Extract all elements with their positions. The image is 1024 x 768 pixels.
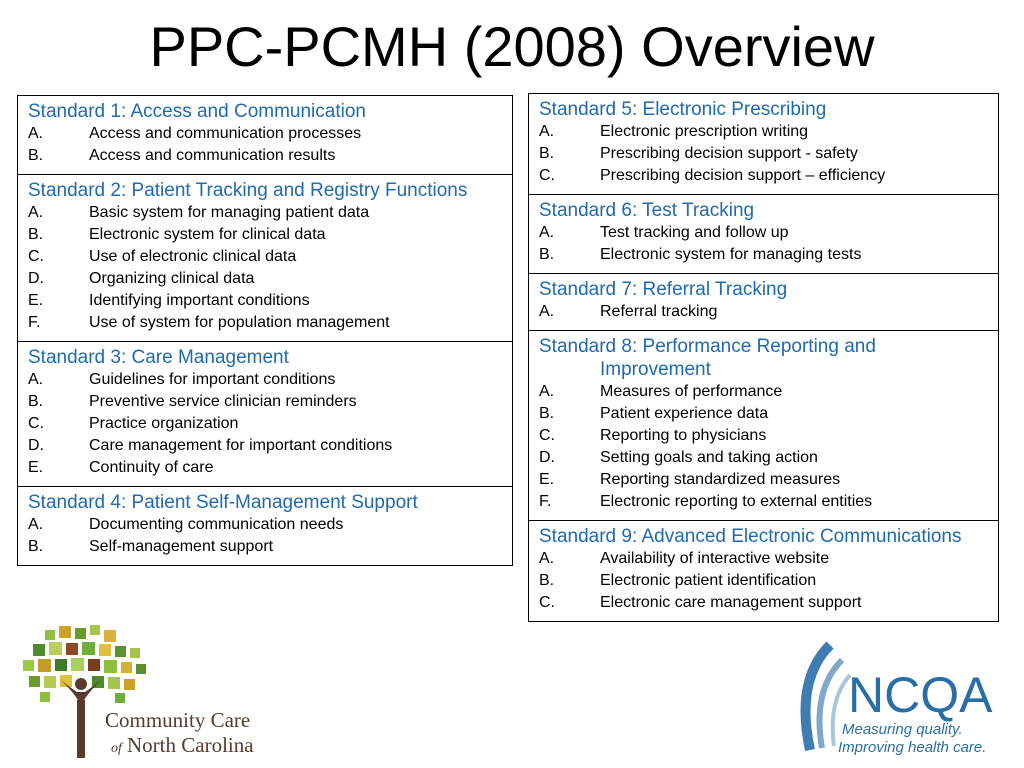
item-letter: C. <box>28 248 44 265</box>
item-text: Basic system for managing patient data <box>89 204 370 221</box>
page-title: PPC-PCMH (2008) Overview <box>149 15 875 78</box>
standard-item <box>539 222 990 244</box>
standard-item <box>28 536 504 558</box>
standard-title: Standard 1: Access and Communication <box>28 101 366 122</box>
standard-item <box>539 403 990 425</box>
ncqa-tagline-1: Measuring quality. <box>842 721 963 738</box>
item-text: Electronic system for managing tests <box>600 246 862 263</box>
standard-item <box>539 425 990 447</box>
item-letter: B. <box>539 405 555 422</box>
person-trunk-icon <box>61 678 101 758</box>
item-letter: E. <box>28 459 44 476</box>
item-letter: C. <box>539 167 555 184</box>
standard-item <box>539 570 990 592</box>
item-letter: E. <box>28 292 44 309</box>
standard-block <box>529 273 998 330</box>
standard-title: Standard 2: Patient Tracking and Registry Functions <box>28 180 468 201</box>
ncqa-tagline-2: Improving health care. <box>838 739 987 756</box>
item-letter: F. <box>539 493 552 510</box>
standard-item <box>539 548 990 570</box>
tree-canopy-icon <box>23 625 146 703</box>
item-text: Reporting to physicians <box>600 427 767 444</box>
standard-item <box>28 290 504 312</box>
standard-item <box>539 447 990 469</box>
standard-item <box>28 312 504 334</box>
item-letter: B. <box>28 147 44 164</box>
standard-title: Standard 4: Patient Self-Management Support <box>28 492 418 513</box>
ccnc-name-of: of <box>111 741 122 756</box>
item-text: Referral tracking <box>600 303 718 320</box>
standard-title: Standard 8: Performance Reporting and Improvement <box>539 336 876 380</box>
standard-item <box>28 457 504 479</box>
item-text: Care management for important conditions <box>89 437 393 454</box>
item-text: Continuity of care <box>89 459 214 476</box>
standard-item <box>539 121 990 143</box>
item-text: Electronic prescription writing <box>600 123 809 140</box>
item-text: Availability of interactive website <box>600 550 830 567</box>
standard-block <box>18 96 512 174</box>
item-letter: A. <box>28 516 44 533</box>
standard-item <box>539 244 990 266</box>
item-text: Access and communication results <box>89 147 336 164</box>
item-text: Test tracking and follow up <box>600 224 789 241</box>
standard-item <box>539 491 990 513</box>
left-standards-table <box>17 95 513 566</box>
item-letter: C. <box>539 594 555 611</box>
standard-block <box>529 520 998 621</box>
standard-item <box>28 514 504 536</box>
item-letter: A. <box>28 125 44 142</box>
item-text: Use of system for population management <box>89 314 390 331</box>
standard-item <box>539 301 990 323</box>
standard-item <box>539 165 990 187</box>
item-letter: A. <box>539 550 555 567</box>
item-text: Electronic system for clinical data <box>89 226 326 243</box>
standard-title: Standard 5: Electronic Prescribing <box>539 99 827 120</box>
item-text: Prescribing decision support - safety <box>600 145 858 162</box>
ccnc-name-line2: North Carolina <box>127 733 254 757</box>
standard-block <box>529 94 998 194</box>
item-text: Preventive service clinician reminders <box>89 393 357 410</box>
ccnc-name-line1: Community Care <box>105 708 251 732</box>
item-letter: A. <box>539 224 555 241</box>
item-letter: B. <box>28 226 44 243</box>
item-letter: D. <box>28 437 44 454</box>
item-text: Reporting standardized measures <box>600 471 841 488</box>
standard-title: Standard 6: Test Tracking <box>539 200 755 221</box>
item-text: Guidelines for important conditions <box>89 371 336 388</box>
standard-title: Standard 9: Advanced Electronic Communications <box>539 526 962 547</box>
item-letter: A. <box>539 383 555 400</box>
standard-block <box>18 341 512 486</box>
standard-item <box>539 143 990 165</box>
standard-item <box>28 369 504 391</box>
item-text: Prescribing decision support – efficiency <box>600 167 886 184</box>
item-text: Patient experience data <box>600 405 769 422</box>
item-letter: C. <box>28 415 44 432</box>
item-letter: B. <box>539 145 555 162</box>
standard-item <box>28 435 504 457</box>
standard-item <box>28 224 504 246</box>
item-letter: E. <box>539 471 555 488</box>
standard-item <box>539 592 990 614</box>
standard-item <box>28 145 504 167</box>
item-text: Documenting communication needs <box>89 516 344 533</box>
standard-item <box>539 469 990 491</box>
ncqa-name: NCQA <box>848 667 993 723</box>
item-letter: A. <box>28 204 44 221</box>
standard-block <box>529 194 998 273</box>
standard-item <box>28 268 504 290</box>
standard-item <box>539 381 990 403</box>
standard-item <box>28 202 504 224</box>
standard-item <box>28 391 504 413</box>
standard-title: Standard 3: Care Management <box>28 347 289 368</box>
item-text: Measures of performance <box>600 383 783 400</box>
item-text: Identifying important conditions <box>89 292 310 309</box>
item-text: Use of electronic clinical data <box>89 248 297 265</box>
ncqa-logo <box>790 640 1015 760</box>
item-text: Access and communication processes <box>89 125 362 142</box>
item-letter: D. <box>539 449 555 466</box>
item-letter: B. <box>539 246 555 263</box>
item-text: Organizing clinical data <box>89 270 255 287</box>
standard-item <box>28 123 504 145</box>
item-letter: A. <box>539 303 555 320</box>
item-letter: A. <box>28 371 44 388</box>
standard-title: Standard 7: Referral Tracking <box>539 279 788 300</box>
item-letter: D. <box>28 270 44 287</box>
item-letter: B. <box>28 393 44 410</box>
right-standards-table <box>528 93 999 622</box>
standard-block <box>18 486 512 565</box>
item-letter: F. <box>28 314 41 331</box>
standard-block <box>18 174 512 341</box>
ccnc-logo <box>15 622 280 762</box>
standard-item <box>28 246 504 268</box>
item-text: Electronic reporting to external entities <box>600 493 873 510</box>
standard-block <box>529 330 998 520</box>
standard-item <box>28 413 504 435</box>
item-text: Practice organization <box>89 415 239 432</box>
item-text: Electronic care management support <box>600 594 862 611</box>
item-text: Self-management support <box>89 538 274 555</box>
item-letter: B. <box>539 572 555 589</box>
item-letter: B. <box>28 538 44 555</box>
item-text: Setting goals and taking action <box>600 449 818 466</box>
item-letter: C. <box>539 427 555 444</box>
item-letter: A. <box>539 123 555 140</box>
item-text: Electronic patient identification <box>600 572 817 589</box>
